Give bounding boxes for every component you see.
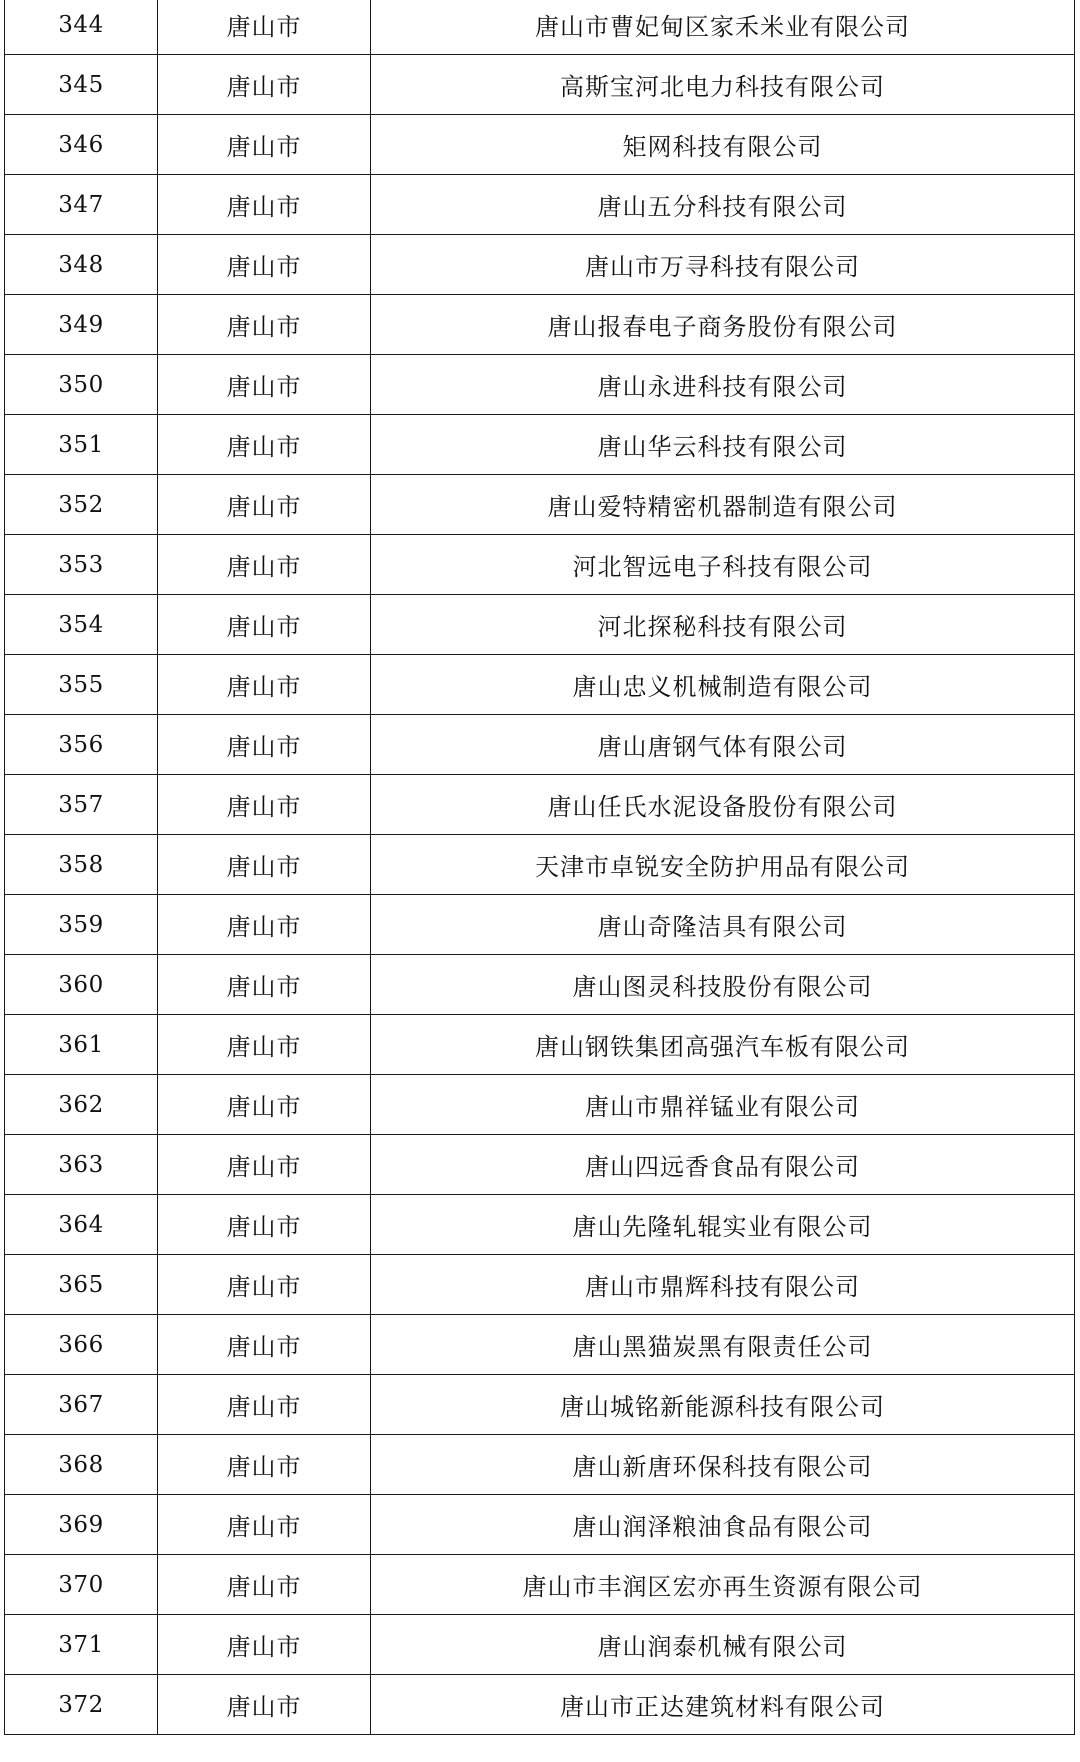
company-name-cell: 唐山润泰机械有限公司 <box>371 1615 1075 1675</box>
row-number-cell: 361 <box>5 1015 158 1075</box>
company-name-cell: 唐山市曹妃甸区家禾米业有限公司 <box>371 0 1075 55</box>
city-cell: 唐山市 <box>158 1615 371 1675</box>
row-number-cell: 368 <box>5 1435 158 1495</box>
company-name-cell: 唐山四远香食品有限公司 <box>371 1135 1075 1195</box>
city-cell: 唐山市 <box>158 955 371 1015</box>
city-cell: 唐山市 <box>158 775 371 835</box>
company-name-cell: 矩网科技有限公司 <box>371 115 1075 175</box>
company-name-cell: 唐山市鼎祥锰业有限公司 <box>371 1075 1075 1135</box>
city-cell: 唐山市 <box>158 715 371 775</box>
row-number-cell: 358 <box>5 835 158 895</box>
company-name-cell: 唐山新唐环保科技有限公司 <box>371 1435 1075 1495</box>
row-number-cell: 362 <box>5 1075 158 1135</box>
table-row <box>5 1015 1075 1075</box>
table-row <box>5 655 1075 715</box>
row-number-cell: 363 <box>5 1135 158 1195</box>
company-name-cell: 唐山永进科技有限公司 <box>371 355 1075 415</box>
company-name-cell: 唐山报春电子商务股份有限公司 <box>371 295 1075 355</box>
company-name-cell: 唐山唐钢气体有限公司 <box>371 715 1075 775</box>
city-cell: 唐山市 <box>158 1015 371 1075</box>
company-name-cell: 唐山润泽粮油食品有限公司 <box>371 1495 1075 1555</box>
row-number-cell: 357 <box>5 775 158 835</box>
table-row <box>5 175 1075 235</box>
city-cell: 唐山市 <box>158 1135 371 1195</box>
city-cell: 唐山市 <box>158 1435 371 1495</box>
table-row <box>5 1255 1075 1315</box>
table-row <box>5 535 1075 595</box>
city-cell: 唐山市 <box>158 535 371 595</box>
company-name-cell: 高斯宝河北电力科技有限公司 <box>371 55 1075 115</box>
row-number-cell: 352 <box>5 475 158 535</box>
row-number-cell: 347 <box>5 175 158 235</box>
row-number-cell: 366 <box>5 1315 158 1375</box>
city-cell: 唐山市 <box>158 1675 371 1735</box>
table-row <box>5 835 1075 895</box>
row-number-cell: 345 <box>5 55 158 115</box>
city-cell: 唐山市 <box>158 835 371 895</box>
row-number-cell: 348 <box>5 235 158 295</box>
city-cell: 唐山市 <box>158 355 371 415</box>
company-name-cell: 河北探秘科技有限公司 <box>371 595 1075 655</box>
row-number-cell: 346 <box>5 115 158 175</box>
city-cell: 唐山市 <box>158 1195 371 1255</box>
city-cell: 唐山市 <box>158 115 371 175</box>
table-row <box>5 415 1075 475</box>
table-row <box>5 1615 1075 1675</box>
company-name-cell: 天津市卓锐安全防护用品有限公司 <box>371 835 1075 895</box>
row-number-cell: 367 <box>5 1375 158 1435</box>
table-row <box>5 895 1075 955</box>
row-number-cell: 360 <box>5 955 158 1015</box>
table-row <box>5 1195 1075 1255</box>
row-number-cell: 356 <box>5 715 158 775</box>
city-cell: 唐山市 <box>158 1375 371 1435</box>
company-name-cell: 唐山忠义机械制造有限公司 <box>371 655 1075 715</box>
row-number-cell: 353 <box>5 535 158 595</box>
row-number-cell: 370 <box>5 1555 158 1615</box>
company-name-cell: 河北智远电子科技有限公司 <box>371 535 1075 595</box>
row-number-cell: 344 <box>5 0 158 55</box>
city-cell: 唐山市 <box>158 1255 371 1315</box>
company-name-cell: 唐山爱特精密机器制造有限公司 <box>371 475 1075 535</box>
row-number-cell: 354 <box>5 595 158 655</box>
company-name-cell: 唐山黑猫炭黑有限责任公司 <box>371 1315 1075 1375</box>
city-cell: 唐山市 <box>158 895 371 955</box>
table-row <box>5 355 1075 415</box>
city-cell: 唐山市 <box>158 295 371 355</box>
table-row <box>5 1375 1075 1435</box>
city-cell: 唐山市 <box>158 175 371 235</box>
row-number-cell: 364 <box>5 1195 158 1255</box>
company-name-cell: 唐山市丰润区宏亦再生资源有限公司 <box>371 1555 1075 1615</box>
row-number-cell: 350 <box>5 355 158 415</box>
row-number-cell: 355 <box>5 655 158 715</box>
company-name-cell: 唐山城铭新能源科技有限公司 <box>371 1375 1075 1435</box>
row-number-cell: 369 <box>5 1495 158 1555</box>
company-name-cell: 唐山华云科技有限公司 <box>371 415 1075 475</box>
row-number-cell: 372 <box>5 1675 158 1735</box>
company-name-cell: 唐山钢铁集团高强汽车板有限公司 <box>371 1015 1075 1075</box>
city-cell: 唐山市 <box>158 415 371 475</box>
table-row <box>5 955 1075 1015</box>
company-name-cell: 唐山五分科技有限公司 <box>371 175 1075 235</box>
table-row <box>5 0 1075 55</box>
company-name-cell: 唐山奇隆洁具有限公司 <box>371 895 1075 955</box>
city-cell: 唐山市 <box>158 235 371 295</box>
table-row <box>5 1675 1075 1735</box>
city-cell: 唐山市 <box>158 1075 371 1135</box>
table-row <box>5 1555 1075 1615</box>
city-cell: 唐山市 <box>158 0 371 55</box>
table-row <box>5 1435 1075 1495</box>
table-row <box>5 475 1075 535</box>
company-list-table <box>4 0 1074 1735</box>
row-number-cell: 349 <box>5 295 158 355</box>
table-row <box>5 235 1075 295</box>
city-cell: 唐山市 <box>158 595 371 655</box>
company-name-cell: 唐山先隆轧辊实业有限公司 <box>371 1195 1075 1255</box>
city-cell: 唐山市 <box>158 475 371 535</box>
row-number-cell: 365 <box>5 1255 158 1315</box>
city-cell: 唐山市 <box>158 655 371 715</box>
city-cell: 唐山市 <box>158 1495 371 1555</box>
row-number-cell: 359 <box>5 895 158 955</box>
table-row <box>5 1135 1075 1195</box>
table-row <box>5 55 1075 115</box>
table-row <box>5 1075 1075 1135</box>
table-row <box>5 1315 1075 1375</box>
table-row <box>5 1495 1075 1555</box>
city-cell: 唐山市 <box>158 1315 371 1375</box>
data-table <box>4 0 1075 1735</box>
table-row <box>5 715 1075 775</box>
row-number-cell: 351 <box>5 415 158 475</box>
table-row <box>5 115 1075 175</box>
company-name-cell: 唐山图灵科技股份有限公司 <box>371 955 1075 1015</box>
company-name-cell: 唐山任氏水泥设备股份有限公司 <box>371 775 1075 835</box>
table-body <box>5 0 1075 1735</box>
company-name-cell: 唐山市万寻科技有限公司 <box>371 235 1075 295</box>
table-row <box>5 775 1075 835</box>
city-cell: 唐山市 <box>158 55 371 115</box>
table-row <box>5 295 1075 355</box>
table-row <box>5 595 1075 655</box>
company-name-cell: 唐山市鼎辉科技有限公司 <box>371 1255 1075 1315</box>
company-name-cell: 唐山市正达建筑材料有限公司 <box>371 1675 1075 1735</box>
row-number-cell: 371 <box>5 1615 158 1675</box>
city-cell: 唐山市 <box>158 1555 371 1615</box>
